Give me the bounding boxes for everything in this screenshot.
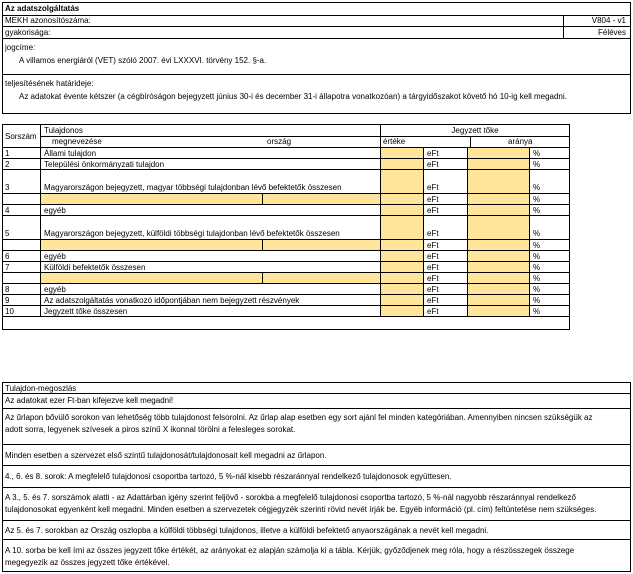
capital-value-input[interactable] bbox=[381, 284, 424, 294]
row-number: 7 bbox=[3, 262, 41, 272]
capital-value-input[interactable] bbox=[381, 216, 424, 239]
capital-ratio-input[interactable] bbox=[468, 295, 530, 305]
row-number: 9 bbox=[3, 295, 41, 305]
capital-value-input[interactable] bbox=[381, 194, 424, 204]
table-row bbox=[3, 205, 569, 216]
note-7-line-1: A 10. sorba be kell írni az összes jegyzett tőke értékét, az arányokat ez alapján számolja ki a tábla. Kérjük, győződjenek meg róla, hogy a részösszegek összege bbox=[5, 546, 575, 555]
note-5-line-2: tulajdonosokat egyenként kell megadni. Minden esetben a szervezetek cégjegyzék szerinti rövid nevét írják be. Egyéb információ (pl. cím) feltüntetése nem szükséges. bbox=[5, 505, 597, 514]
owner-category-name: egyéb bbox=[41, 205, 381, 215]
capital-value-input[interactable] bbox=[381, 295, 424, 305]
capital-unit: eFt bbox=[424, 295, 468, 305]
col-header-orszag: ország bbox=[267, 137, 292, 146]
row-number-cell bbox=[3, 240, 41, 250]
capital-unit: eFt bbox=[424, 148, 468, 158]
capital-ratio-input[interactable] bbox=[468, 240, 530, 250]
ratio-unit: % bbox=[533, 252, 541, 261]
ratio-unit: % bbox=[533, 296, 541, 305]
data-provision-header bbox=[2, 2, 631, 114]
note-2-line-2: adott sorra, legyenek szívesek a piros színű X ikonnal törölni a felesleges sorokat. bbox=[5, 425, 296, 434]
capital-unit: eFt bbox=[424, 159, 468, 169]
table-body bbox=[3, 148, 569, 329]
row-number: 3 bbox=[3, 170, 41, 193]
ratio-unit: % bbox=[533, 241, 541, 250]
capital-value-input[interactable] bbox=[381, 148, 424, 158]
owner-category-name: Állami tulajdon bbox=[41, 148, 381, 158]
table-row bbox=[3, 216, 569, 240]
header-title: Az adatszolgáltatás bbox=[5, 4, 80, 13]
note-6: Az 5. és 7. sorokban az Ország oszlopba a külföldi többségi tulajdonos, illetve a külföldi befektető anyaországának a nevét kell megadni. bbox=[3, 521, 630, 540]
note-2 bbox=[3, 409, 630, 445]
row-number: 2 bbox=[3, 159, 41, 169]
mekh-row bbox=[3, 16, 630, 27]
ownership-table bbox=[2, 124, 570, 330]
capital-ratio-input[interactable] bbox=[468, 216, 530, 239]
mekh-label: MEKH azonosítószáma: bbox=[5, 16, 91, 25]
row-number: 6 bbox=[3, 251, 41, 261]
owner-category-name: egyéb bbox=[41, 284, 381, 294]
table-row-owner-entry bbox=[3, 194, 569, 205]
capital-ratio-input[interactable] bbox=[468, 262, 530, 272]
capital-value-input[interactable] bbox=[381, 251, 424, 261]
capital-value-input[interactable] bbox=[381, 170, 424, 193]
owner-category-name: Magyarországon bejegyzett, magyar többségi tulajdonban lévő befektetők összesen bbox=[41, 170, 381, 193]
ratio-unit: % bbox=[533, 229, 541, 238]
notes-title: Tulajdon-megoszlás bbox=[3, 383, 630, 394]
capital-ratio-input[interactable] bbox=[468, 251, 530, 261]
row-number: 10 bbox=[3, 306, 41, 316]
note-2-line-1: Az űrlapon bővülő sorokon van lehetőség több tulajdonost felsorolni. Az űrlap alap esetben egy sort ajánl fel minden kategóriában. Amennyiben nincsen szükségük az bbox=[5, 413, 593, 422]
capital-ratio-input[interactable] bbox=[468, 284, 530, 294]
col-header-tulajdonos-group bbox=[41, 125, 381, 147]
ratio-unit: % bbox=[533, 274, 541, 283]
col-header-aranya: aránya bbox=[508, 137, 533, 146]
row-number-cell bbox=[3, 194, 41, 204]
note-5 bbox=[3, 488, 630, 521]
mekh-value: V804 - v1 bbox=[563, 16, 630, 26]
capital-value-input[interactable] bbox=[381, 240, 424, 250]
col-header-jegyzett-group bbox=[381, 125, 569, 147]
deadline-row bbox=[3, 75, 630, 113]
deadline-label: teljesítésének határideje: bbox=[5, 79, 94, 88]
note-4: 4., 6. és 8. sorok: A megfelelő tulajdonosi csoportba tartozó, 5 %-nál kisebb részaránnyal rendelkező tulajdonosok együttesen. bbox=[3, 466, 630, 488]
header-title-row bbox=[3, 3, 630, 16]
note-1: Az adatokat ezer Ft-ban kifejezve kell megadni! bbox=[3, 394, 630, 409]
row-number-cell bbox=[3, 273, 41, 283]
owner-name-input[interactable] bbox=[41, 194, 263, 204]
row-number: 5 bbox=[3, 216, 41, 239]
table-row bbox=[3, 284, 569, 295]
col-header-megnevezese: megnevezése bbox=[52, 137, 102, 146]
capital-ratio-input[interactable] bbox=[468, 170, 530, 193]
owner-category-name: Külföldi befektetők összesen bbox=[41, 262, 381, 272]
ratio-unit: % bbox=[533, 149, 541, 158]
capital-ratio-input[interactable] bbox=[468, 194, 530, 204]
capital-ratio-input[interactable] bbox=[468, 273, 530, 283]
deadline-value: Az adatokat évente kétszer (a cégbíróságon bejegyzett június 30-i és december 31-i állapotra vonatkozóan) a tárgyidőszakot követő hó 10-ig kell megadni. bbox=[19, 92, 567, 101]
capital-ratio-input[interactable] bbox=[468, 205, 530, 215]
legal-label: jogcíme: bbox=[5, 43, 36, 52]
owner-name-input[interactable] bbox=[41, 273, 263, 283]
capital-unit: eFt bbox=[424, 306, 468, 316]
note-5-line-1: A 3., 5. és 7. sorszámok alatti - az Adattárban igény szerint feljövő - sorokba a megfelelő tulajdonosi csoportba tartozó, 5 %-nál nagyobb részaránnyal rendelkező bbox=[5, 493, 576, 502]
capital-unit: eFt bbox=[424, 273, 468, 283]
table-header bbox=[3, 125, 569, 148]
owner-country-input[interactable] bbox=[263, 240, 381, 250]
capital-unit: eFt bbox=[424, 262, 468, 272]
legal-value: A villamos energiáról (VET) szóló 2007. évi LXXXVI. törvény 152. §-a. bbox=[19, 56, 267, 65]
capital-value-input[interactable] bbox=[381, 262, 424, 272]
capital-value-input[interactable] bbox=[381, 273, 424, 283]
capital-unit: eFt bbox=[424, 194, 468, 204]
col-header-tulajdonos: Tulajdonos bbox=[41, 125, 380, 137]
table-row bbox=[3, 148, 569, 159]
frequency-label: gyakorisága: bbox=[5, 28, 51, 37]
capital-unit: eFt bbox=[424, 284, 468, 294]
owner-country-input[interactable] bbox=[263, 194, 381, 204]
owner-category-name: egyéb bbox=[41, 251, 381, 261]
col-header-erteke: értéke bbox=[381, 136, 471, 147]
table-row bbox=[3, 262, 569, 273]
table-row bbox=[3, 306, 569, 317]
capital-unit: eFt bbox=[424, 170, 468, 193]
capital-value-input[interactable] bbox=[381, 205, 424, 215]
capital-unit: eFt bbox=[424, 216, 468, 239]
ratio-unit: % bbox=[533, 263, 541, 272]
ratio-unit: % bbox=[533, 307, 541, 316]
ratio-unit: % bbox=[533, 206, 541, 215]
capital-unit: eFt bbox=[424, 205, 468, 215]
table-row-owner-entry bbox=[3, 240, 569, 251]
table-row bbox=[3, 170, 569, 194]
row-number: 4 bbox=[3, 205, 41, 215]
note-7-line-2: megegyezik az összes jegyzett tőke értékével. bbox=[5, 558, 170, 567]
note-7 bbox=[3, 540, 630, 571]
owner-category-name: Települési önkormányzati tulajdon bbox=[41, 159, 381, 169]
capital-ratio-input[interactable] bbox=[468, 148, 530, 158]
owner-country-input[interactable] bbox=[263, 273, 381, 283]
owner-name-input[interactable] bbox=[41, 240, 263, 250]
table-row bbox=[3, 159, 569, 170]
frequency-value: Féléves bbox=[563, 27, 630, 38]
row-number: 1 bbox=[3, 148, 41, 158]
col-header-jegyzett: Jegyzett tőke bbox=[381, 125, 569, 137]
capital-ratio-input[interactable] bbox=[468, 159, 530, 169]
capital-unit: eFt bbox=[424, 240, 468, 250]
note-3: Minden esetben a szervezet első szintű tulajdonosát/tulajdonosait kell megadni az űrlapon. bbox=[3, 445, 630, 466]
capital-ratio-input[interactable] bbox=[468, 306, 530, 316]
capital-unit: eFt bbox=[424, 251, 468, 261]
owner-category-name: Magyarországon bejegyzett, külföldi többségi tulajdonban lévő befektetők összesen bbox=[41, 216, 381, 239]
table-row bbox=[3, 251, 569, 262]
capital-value-input[interactable] bbox=[381, 159, 424, 169]
ratio-unit: % bbox=[533, 285, 541, 294]
ratio-unit: % bbox=[533, 160, 541, 169]
owner-category-name: Az adatszolgáltatás vonatkozó időpontjában nem bejegyzett részvények bbox=[41, 295, 381, 305]
col-header-sorszam: Sorszám bbox=[3, 125, 41, 147]
owner-category-name: Jegyzett tőke összesen bbox=[41, 306, 381, 316]
notes-block bbox=[2, 382, 631, 572]
ratio-unit: % bbox=[533, 183, 541, 192]
row-number: 8 bbox=[3, 284, 41, 294]
table-row-owner-entry bbox=[3, 273, 569, 284]
table-row bbox=[3, 295, 569, 306]
legal-basis-row bbox=[3, 39, 630, 75]
ratio-unit: % bbox=[533, 195, 541, 204]
frequency-row bbox=[3, 27, 630, 39]
capital-value-input[interactable] bbox=[381, 306, 424, 316]
